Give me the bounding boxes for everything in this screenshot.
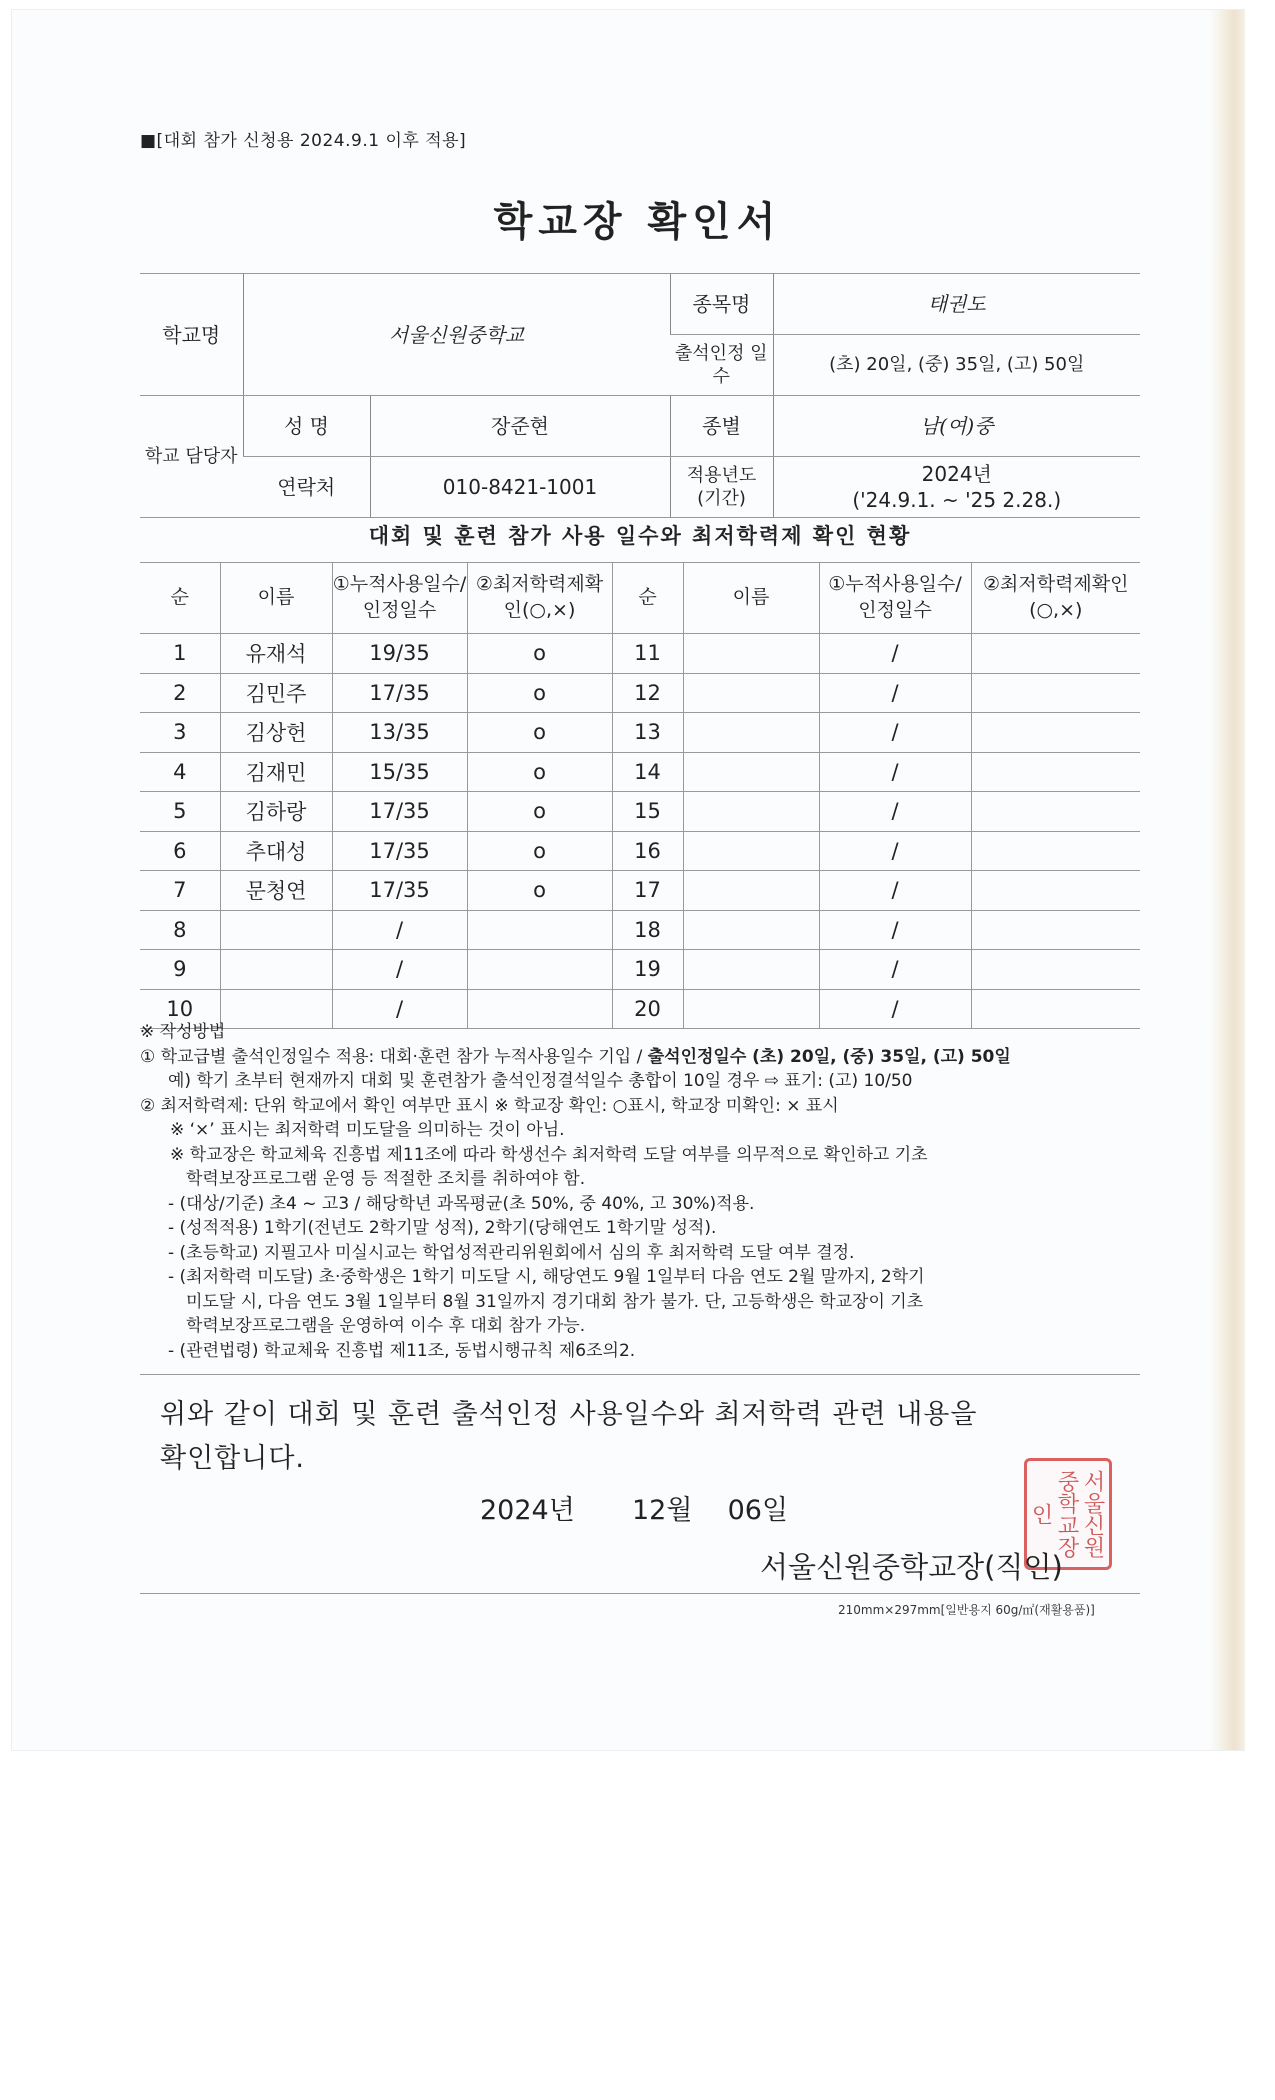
student-minimum-check xyxy=(971,673,1140,713)
date-month: 12월 xyxy=(631,1495,693,1526)
confirmation-statement xyxy=(160,1393,1140,1481)
student-name xyxy=(683,950,819,990)
note-1 xyxy=(140,1045,1160,1070)
student-minimum-check: o xyxy=(467,831,612,871)
student-minimum-check xyxy=(971,831,1140,871)
note-3: ※ ‘×’ 표시는 최저학력 미도달을 의미하는 것이 아님. xyxy=(170,1120,565,1140)
student-no: 11 xyxy=(612,634,683,674)
student-no: 10 xyxy=(140,989,220,1029)
student-no: 12 xyxy=(612,673,683,713)
student-minimum-check: o xyxy=(467,752,612,792)
student-no: 9 xyxy=(140,950,220,990)
note-2: ② 최저학력제: 단위 학교에서 확인 여부만 표시 ※ 학교장 확인: ○표시, 학교장 미확인: × 표시 xyxy=(140,1095,839,1116)
contact-value: 010-8421-1001 xyxy=(370,457,670,518)
note-5: - (대상/기준) 초4 ~ 고3 / 해당학년 과목평균(초 50%, 중 40%, 고 30%)적용. xyxy=(168,1193,755,1214)
student-no: 18 xyxy=(612,910,683,950)
student-no: 3 xyxy=(140,713,220,753)
student-minimum-check: o xyxy=(467,634,612,674)
note-6: - (성적적용) 1학기(전년도 2학기말 성적), 2학기(당해연도 1학기말 성적). xyxy=(168,1218,717,1238)
student-days: 17/35 xyxy=(332,792,467,832)
student-name xyxy=(683,752,819,792)
student-name xyxy=(683,673,819,713)
student-minimum-check: o xyxy=(467,713,612,753)
header-no: 순 xyxy=(612,563,683,634)
student-rows xyxy=(140,634,1140,1029)
student-minimum-check xyxy=(971,752,1140,792)
student-days: / xyxy=(819,989,971,1029)
document-title: 학교장 확인서 xyxy=(493,199,782,245)
student-days: / xyxy=(819,950,971,990)
student-no: 8 xyxy=(140,910,220,950)
student-days: / xyxy=(332,950,467,990)
header-name: 이름 xyxy=(683,563,819,634)
table-row xyxy=(140,634,1140,674)
student-no: 16 xyxy=(612,831,683,871)
student-name: 김상헌 xyxy=(220,713,332,753)
student-days: 19/35 xyxy=(332,634,467,674)
principal-signature: 서울신원중학교장(직인) xyxy=(760,1550,1063,1584)
year-cell xyxy=(773,457,1140,518)
student-days: / xyxy=(332,989,467,1029)
student-minimum-check xyxy=(971,792,1140,832)
note-9: - (관련법령) 학교체육 진흥법 제11조, 동법시행규칙 제6조의2. xyxy=(168,1340,636,1361)
school-name-value: 서울신원중학교 xyxy=(243,274,670,396)
header-days: ①누적사용일수/인정일수 xyxy=(332,563,467,634)
student-no: 7 xyxy=(140,871,220,911)
divider-top xyxy=(140,1374,1140,1375)
student-days: 15/35 xyxy=(332,752,467,792)
divider-bottom xyxy=(140,1593,1140,1594)
note-4-cont: 학력보장프로그램 운영 등 적절한 조치를 취하여야 함. xyxy=(186,1169,586,1189)
student-no: 5 xyxy=(140,792,220,832)
student-days: / xyxy=(819,910,971,950)
student-days: 13/35 xyxy=(332,713,467,753)
header-minimum: ②최저학력제확인(○,×) xyxy=(467,563,612,634)
student-no: 20 xyxy=(612,989,683,1029)
school-name-label: 학교명 xyxy=(140,274,243,396)
table-row xyxy=(140,831,1140,871)
table-row xyxy=(140,871,1140,911)
student-days: 17/35 xyxy=(332,831,467,871)
year-label: 적용년도 (기간) xyxy=(670,457,773,518)
student-no: 14 xyxy=(612,752,683,792)
student-no: 2 xyxy=(140,673,220,713)
student-name xyxy=(683,792,819,832)
student-days: / xyxy=(819,752,971,792)
note-7: - (초등학교) 지필고사 미실시교는 학업성적관리위원회에서 심의 후 최저학력 도달 여부 결정. xyxy=(168,1242,855,1263)
table-row xyxy=(140,910,1140,950)
instructions xyxy=(140,1020,1160,1363)
note-1-text: ① 학교급별 출석인정일수 적용: 대회·훈련 참가 누적사용일수 기입 / xyxy=(140,1046,648,1067)
student-days: / xyxy=(819,713,971,753)
student-no: 15 xyxy=(612,792,683,832)
student-no: 1 xyxy=(140,634,220,674)
date-day: 06일 xyxy=(727,1495,789,1526)
table-row xyxy=(140,752,1140,792)
student-minimum-check: o xyxy=(467,673,612,713)
student-days: / xyxy=(819,792,971,832)
note-1-example: 예) 학기 초부터 현재까지 대회 및 훈련참가 출석인정결석일수 총합이 10일 경우 ⇨ 표기: (고) 10/50 xyxy=(168,1071,913,1091)
student-minimum-check xyxy=(971,950,1140,990)
student-minimum-check xyxy=(467,950,612,990)
note-8-cont2: 학력보장프로그램을 운영하여 이수 후 대회 참가 가능. xyxy=(186,1316,586,1336)
student-name: 김재민 xyxy=(220,752,332,792)
student-days: / xyxy=(332,910,467,950)
student-minimum-check xyxy=(971,910,1140,950)
paper-spec: 210mm×297mm[일반용지 60g/㎡(재활용품)] xyxy=(838,1603,1095,1617)
period-value: ('24.9.1. ~ '25 2.28.) xyxy=(852,488,1062,512)
student-days: / xyxy=(819,634,971,674)
gender-label: 종별 xyxy=(670,396,773,457)
student-no: 13 xyxy=(612,713,683,753)
student-name xyxy=(683,831,819,871)
attendance-value: (초) 20일, (중) 35일, (고) 50일 xyxy=(773,335,1140,396)
student-minimum-check xyxy=(467,910,612,950)
sport-value: 태권도 xyxy=(773,274,1140,335)
note-8-cont1: 미도달 시, 다음 연도 3월 1일부터 8월 31일까지 경기대회 참가 불가. 단, 고등학생은 학교장이 기초 xyxy=(186,1291,924,1312)
name-value: 장준현 xyxy=(370,396,670,457)
student-no: 6 xyxy=(140,831,220,871)
date-year: 2024년 xyxy=(480,1495,575,1526)
header-note: ■[대회 참가 신청용 2024.9.1 이후 적용] xyxy=(140,131,467,151)
header-name: 이름 xyxy=(220,563,332,634)
student-no: 4 xyxy=(140,752,220,792)
student-name xyxy=(220,910,332,950)
manager-label: 학교 담당자 xyxy=(140,396,243,518)
gender-value: 남(여)중 xyxy=(773,396,1140,457)
school-info-table xyxy=(140,273,1140,518)
header-days: ①누적사용일수/인정일수 xyxy=(819,563,971,634)
student-name xyxy=(683,713,819,753)
table-row xyxy=(140,792,1140,832)
student-minimum-check xyxy=(971,634,1140,674)
student-days: 17/35 xyxy=(332,871,467,911)
student-name xyxy=(683,871,819,911)
note-1-bold: 출석인정일수 (초) 20일, (중) 35일, (고) 50일 xyxy=(647,1046,1011,1067)
confirm-line-1: 위와 같이 대회 및 훈련 출석인정 사용일수와 최저학력 관련 내용을 xyxy=(160,1399,978,1430)
student-name: 유재석 xyxy=(220,634,332,674)
student-minimum-check: o xyxy=(467,792,612,832)
student-no: 19 xyxy=(612,950,683,990)
student-table xyxy=(140,562,1140,1029)
contact-label: 연락처 xyxy=(243,457,370,518)
header-no: 순 xyxy=(140,563,220,634)
student-minimum-check: o xyxy=(467,871,612,911)
student-name: 문청연 xyxy=(220,871,332,911)
table-row xyxy=(140,673,1140,713)
student-name xyxy=(220,950,332,990)
student-days: / xyxy=(819,831,971,871)
note-8: - (최저학력 미도달) 초·중학생은 1학기 미도달 시, 해당연도 9월 1일부터 다음 연도 2월 말까지, 2학기 xyxy=(168,1267,925,1287)
student-name: 김하랑 xyxy=(220,792,332,832)
student-name: 추대성 xyxy=(220,831,332,871)
year-value: 2024년 xyxy=(921,462,992,486)
student-name xyxy=(683,910,819,950)
header-minimum: ②최저학력제확인(○,×) xyxy=(971,563,1140,634)
official-seal: 서울신원중학교장인 xyxy=(1024,1458,1112,1570)
student-days: 17/35 xyxy=(332,673,467,713)
student-minimum-check xyxy=(971,713,1140,753)
attendance-label: 출석인정 일수 xyxy=(670,335,773,396)
confirm-line-2: 확인합니다. xyxy=(160,1443,305,1474)
student-days: / xyxy=(819,673,971,713)
paper-edge-stain xyxy=(1210,10,1245,1750)
student-name: 김민주 xyxy=(220,673,332,713)
note-4: ※ 학교장은 학교체육 진흥법 제11조에 따라 학생선수 최저학력 도달 여부를 의무적으로 확인하고 기초 xyxy=(170,1144,928,1165)
section-title: 대회 및 훈련 참가 사용 일수와 최저학력제 확인 현황 xyxy=(368,524,912,548)
issue-date xyxy=(480,1488,788,1527)
student-no: 17 xyxy=(612,871,683,911)
student-name xyxy=(683,634,819,674)
table-row xyxy=(140,950,1140,990)
student-minimum-check xyxy=(971,871,1140,911)
name-label: 성 명 xyxy=(243,396,370,457)
notes-heading: ※ 작성방법 xyxy=(140,1022,226,1042)
sport-label: 종목명 xyxy=(670,274,773,335)
table-row xyxy=(140,713,1140,753)
student-days: / xyxy=(819,871,971,911)
